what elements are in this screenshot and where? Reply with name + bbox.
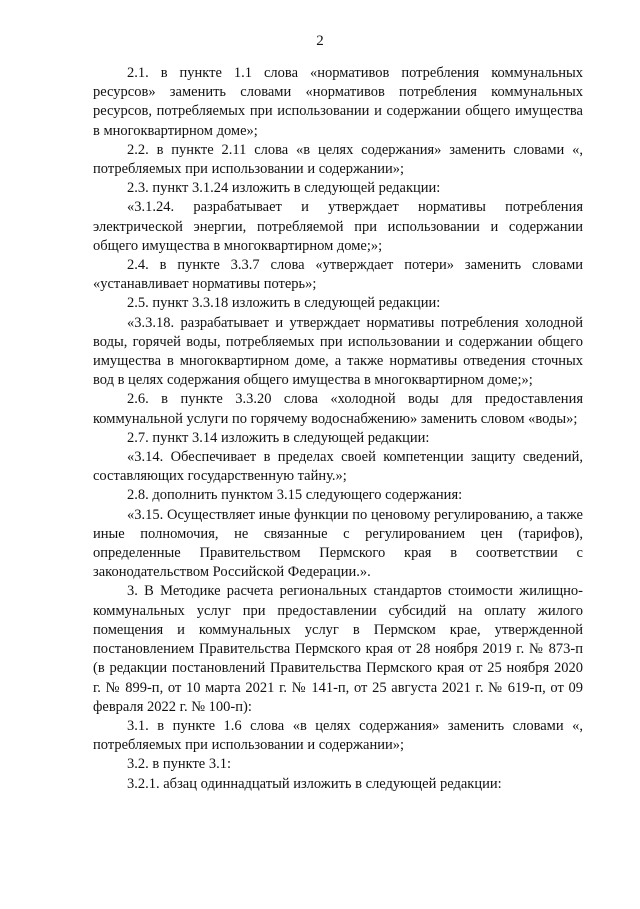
paragraph-2-6: 2.6. в пункте 3.3.20 слова «холодной воды для предоставления коммунальной услуги по горячему водоснабжению» заменить словом «воды»; [93, 391, 583, 427]
quote-3-1-24: «3.1.24. разрабатывает и утверждает нормативы потребления электрической энергии, потребляемой при использовании и содержании общего имущества в многоквартирном доме;»; [93, 199, 583, 254]
quote-3-3-18: «3.3.18. разрабатывает и утверждает нормативы потребления холодной воды, горячей воды, потребляемых при использовании и содержании общего имущества в многоквартирном доме, а также нормативы отведения сточных вод в целях содержания общего имущества в многоквартирном доме;»; [93, 314, 583, 389]
paragraph-3-2-1: 3.2.1. абзац одиннадцатый изложить в следующей редакции: [127, 775, 502, 792]
paragraph-2-8: 2.8. дополнить пунктом 3.15 следующего содержания: [127, 487, 463, 504]
paragraph-2-2: 2.2. в пункте 2.11 слова «в целях содержания» заменить словами «, потребляемых при использовании и содержании»; [93, 141, 583, 178]
paragraph-2-1: 2.1. в пункте 1.1 слова «нормативов потребления коммунальных ресурсов» заменить словами «нормативов потребления коммунальных ресурсов, потребляемых при использовании и содержании общего имущества в многоквартирном доме»; [93, 65, 583, 139]
paragraph-2-4: 2.4. в пункте 3.3.7 слова «утверждает потери» заменить словами «устанавливает нормативы потерь»; [93, 257, 583, 293]
quote-3-15: «3.15. Осуществляет иные функции по ценовому регулированию, а также иные полномочия, не связанные с регулированием цен (тарифов), определенные Правительством Пермского края в соответствии с законодательством Российской Федерации.». [93, 506, 583, 581]
paragraph-2-7: 2.7. пункт 3.14 изложить в следующей редакции: [127, 429, 430, 446]
paragraph-2-3: 2.3. пункт 3.1.24 изложить в следующей редакции: [127, 180, 441, 197]
quote-3-14: «3.14. Обеспечивает в пределах своей компетенции защиту сведений, составляющих государственную тайну.»; [93, 449, 583, 485]
document-body [93, 64, 583, 794]
paragraph-3-1: 3.1. в пункте 1.6 слова «в целях содержания» заменить словами «, потребляемых при использовании и содержании»; [93, 717, 583, 754]
paragraph-3: 3. В Методике расчета региональных стандартов стоимости жилищно-коммунальных услуг при предоставлении субсидий на оплату жилого помещения и коммунальных услуг в Пермском крае, утвержденной постановлением Правительства Пермского края от 28 ноября 2019 г. № 873-п (в редакции постановлений Правительства Пермского края от 25 ноября 2020 г. № 899-п, от 10 марта 2021 г. № 141-п, от 25 августа 2021 г. № 619-п, от 09 февраля 2022 г. № 100-п): [93, 583, 583, 715]
paragraph-2-5: 2.5. пункт 3.3.18 изложить в следующей редакции: [127, 295, 441, 312]
paragraph-3-2: 3.2. в пункте 3.1: [127, 756, 232, 773]
page-number: 2 [316, 33, 324, 49]
